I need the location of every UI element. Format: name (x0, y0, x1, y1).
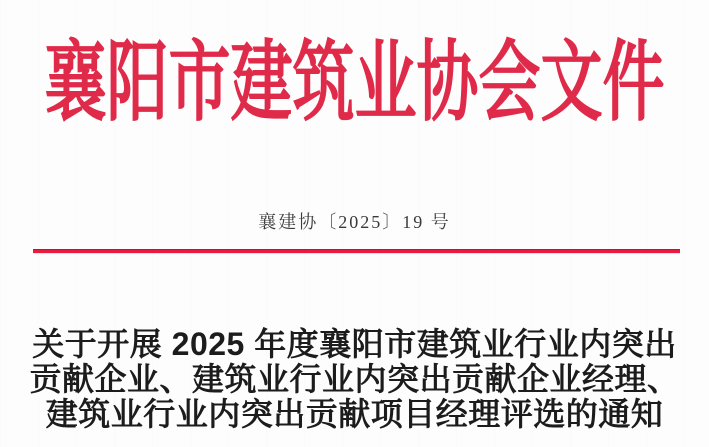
red-divider-line (33, 249, 680, 253)
document-masthead: 襄阳市建筑业协会文件 (44, 35, 665, 133)
notice-title (0, 327, 709, 432)
notice-title-line-3: 建筑业行业内突出贡献项目经理评选的通知 (45, 396, 664, 432)
document-number: 襄建协〔2025〕19 号 (258, 212, 451, 232)
notice-title-line-2: 贡献企业、建筑业行业内突出贡献企业经理、 (29, 361, 680, 397)
notice-title-line-1: 关于开展 2025 年度襄阳市建筑业行业内突出 (32, 326, 677, 362)
